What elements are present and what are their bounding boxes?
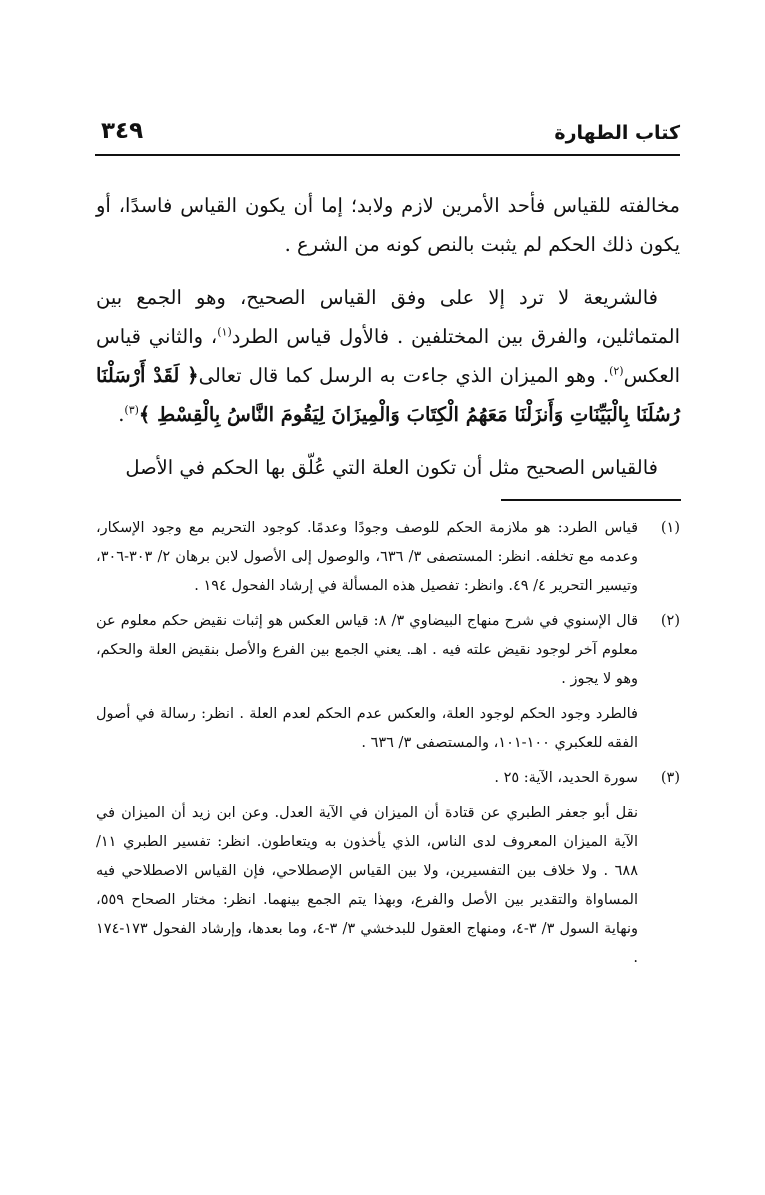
footnote-2: [96, 607, 680, 694]
footnote-separator: [501, 499, 681, 501]
paragraph-2-part-c: . وهو الميزان الذي جاءت به الرسل كما قال تعالى: [198, 364, 610, 387]
paragraph-2-end: .: [118, 403, 125, 426]
footnote-ref-3[interactable]: (٣): [124, 403, 139, 417]
quran-verse: ﴿ لَقَدْ أَرْسَلْنَا رُسُلَنَا بِالْبَيِّنَاتِ وَأَنزَلْنَا مَعَهُمُ الْكِتَابَ وَالْمِيزَانَ لِيَقُومَ النَّاسُ بِالْقِسْطِ ﴾: [96, 364, 680, 426]
running-header: [95, 118, 680, 156]
main-text: [96, 186, 680, 501]
footnote-3-continuation: نقل أبو جعفر الطبري عن قتادة أن الميزان في الآية العدل. وعن ابن زيد أن الميزان في الآية الميزان المعروف لدى الناس، الذي يأخذون به ويتعاطون. انظر: تفسير الطبري ١١/ ٦٨٨ . ولا خلاف بين التفسيرين، ولا بين القياس الإصطلاحي، فإن القياس الاصطلاحي فيه المساواة والتقدير بين الأصل والفرع، وبهذا يتم الجمع بينهما. انظر: مختار الصحاح ٥٥٩، ونهاية السول ٣/ ٣-٤، ومنهاج العقول للبدخشي ٣/ ٣-٤، وما بعدها، وإرشاد الفحول ١٧٣-١٧٤ .: [96, 805, 638, 966]
footnote-3-text: سورة الحديد، الآية: ٢٥ .: [494, 770, 638, 786]
footnote-3: [96, 764, 680, 793]
footnote-ref-2[interactable]: (٢): [609, 364, 624, 378]
page-number: ٣٤٩: [101, 118, 144, 144]
chapter-title: كتاب الطهارة: [554, 122, 680, 144]
footnote-1: [96, 514, 680, 601]
paragraph-1: مخالفته للقياس فأحد الأمرين لازم ولابد؛ إما أن يكون القياس فاسدًا، أو يكون ذلك الحكم لم يثبت بالنص كونه من الشرع .: [96, 194, 680, 256]
paragraph-2-part-b: ، والثاني قياس العكس: [96, 325, 680, 387]
footnote-2-continuation: فالطرد وجود الحكم لوجود العلة، والعكس عدم الحكم لعدم العلة . انظر: رسالة في أصول الفقه للعكبري ١٠٠-١٠١، والمستصفى ٣/ ٦٣٦ .: [96, 706, 638, 751]
footnote-3-number: (٣): [660, 770, 680, 786]
footnote-2-number: (٢): [660, 613, 680, 629]
paragraph-2: [96, 278, 680, 434]
footnote-ref-1[interactable]: (١): [217, 325, 232, 339]
paragraph-2-part-a: فالشريعة لا ترد إلا على وفق القياس الصحيح، وهو الجمع بين المتماثلين، والفرق بين المختلفين . فالأول قياس الطرد: [96, 286, 680, 348]
footnote-2-text: قال الإسنوي في شرح منهاج البيضاوي ٣/ ٨: قياس العكس هو إثبات نقيض حكم معلوم عن معلوم آخر لوجود نقيض علته فيه . اهـ. يعني الجمع بين الفرع والأصل بنقيض العلة والحكم، وهو لا يجوز .: [96, 613, 639, 687]
footnote-1-text: قياس الطرد: هو ملازمة الحكم للوصف وجودًا وعدمًا. كوجود التحريم مع وجود الإسكار، وعدمه مع تخلفه. انظر: المستصفى ٣/ ٦٣٦، والوصول إلى الأصول لابن برهان ٢/ ٣٠٣-٣٠٦، وتيسير التحرير ٤/ ٤٩. وانظر: تفصيل هذه المسألة في إرشاد الفحول ١٩٤ .: [96, 520, 639, 594]
paragraph-3: فالقياس الصحيح مثل أن تكون العلة التي عُلّق بها الحكم في الأصل: [125, 456, 658, 479]
footnote-1-number: (١): [660, 520, 680, 536]
footnotes: [96, 514, 680, 979]
